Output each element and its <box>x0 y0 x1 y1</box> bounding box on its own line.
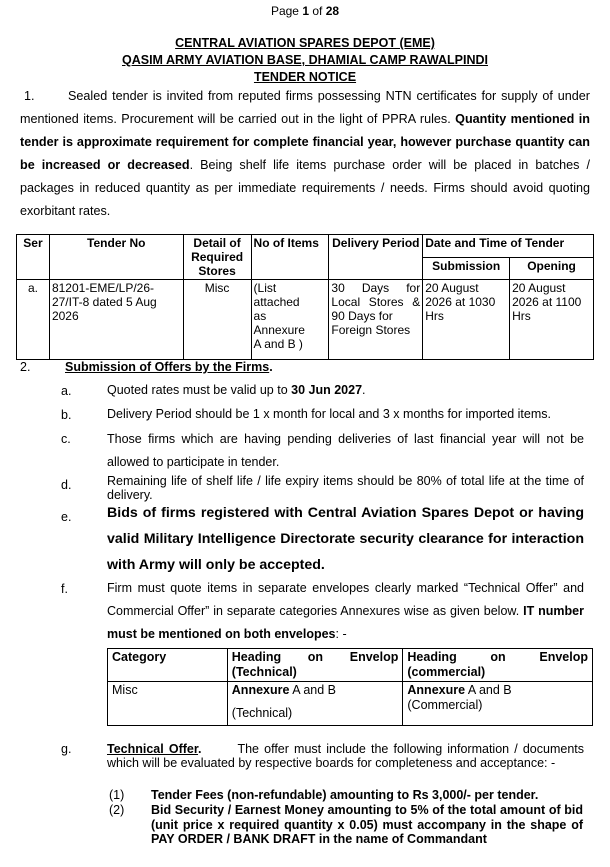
item-a-letter: a. <box>61 384 72 398</box>
cell-technical: Annexure A and B (Technical) <box>227 682 403 726</box>
cell-tender-no: 81201-EME/LP/26-27/IT-8 dated 5 Aug 2026 <box>49 280 183 360</box>
paragraph-1: 1. Sealed tender is invited from reputed firms possessing NTN certificates for supply of under mentioned items. Procurement will be carried out in the light of PPRA rules. Quantity mentioned in tender is approximate requirement for complete financial year, however purchase quantity can be increased or decreased. Being shelf life items purchase order will be placed in batches / packages in reduced quantity as per immediate requirements / needs. Firms should avoid quoting exorbitant rates. <box>20 89 591 218</box>
page-number: Page 1 of 28 <box>270 4 340 18</box>
technical-offer-text: Technical Offer. The offer must include the following information / documents which will be evaluated by respective boards for completeness and acceptance: - <box>107 742 584 770</box>
item-f-letter: f. <box>61 582 68 596</box>
tender-table <box>16 234 594 360</box>
table-row <box>17 280 594 360</box>
cell-commercial: Annexure A and B (Commercial) <box>403 682 593 726</box>
table-row <box>108 682 593 726</box>
item-f-text: Firm must quote items in separate envelopes clearly marked “Technical Offer” and Commercial Offer” in separate categories Annexures wise as given below. IT number must be mentioned on both envelopes: - <box>107 581 584 641</box>
item-b-text: Delivery Period should be 1 x month for local and 3 x months for imported items. <box>107 407 551 421</box>
cell-submission: 20 August 2026 at 1030 Hrs <box>423 280 510 360</box>
cell-delivery: 30 Days for Local Stores & 90 Days for Foreign Stores <box>329 280 423 360</box>
section-2-heading: Submission of Offers by the Firms. <box>65 360 273 374</box>
header-detail: Detail of Required Stores <box>183 235 251 280</box>
title-base: QASIM ARMY AVIATION BASE, DHAMIAL CAMP RAWALPINDI <box>122 53 488 67</box>
item-c-text: Those firms which are having pending deliveries of last financial year will not be allowed to participate in tender. <box>107 432 584 469</box>
cell-detail: Misc <box>183 280 251 360</box>
header-technical: Heading on Envelop (Technical) <box>227 649 403 682</box>
header-no-items: No of Items <box>251 235 329 280</box>
item-c-letter: c. <box>61 432 71 446</box>
cell-opening: 20 August 2026 at 1100 Hrs <box>510 280 594 360</box>
header-commercial: Heading on Envelop (commercial) <box>403 649 593 682</box>
title-notice: TENDER NOTICE <box>253 70 357 84</box>
point-2-text: Bid Security / Earnest Money amounting to 5% of the total amount of bid (unit price x required quantity x 0.05) must accompany in the shape of PAY ORDER / BANK DRAFT in the name of Commandant <box>151 803 583 846</box>
title-depot: CENTRAL AVIATION SPARES DEPOT (EME) <box>175 36 435 50</box>
header-submission: Submission <box>423 257 510 280</box>
item-g-letter: g. <box>61 742 72 756</box>
header-opening: Opening <box>510 257 594 280</box>
cell-no-items: (List attached as Annexure A and B ) <box>251 280 329 360</box>
cell-category: Misc <box>108 682 228 726</box>
header-date-time: Date and Time of Tender <box>423 235 594 258</box>
header-category: Category <box>108 649 228 682</box>
envelope-table <box>107 648 593 726</box>
item-e-text: Bids of firms registered with Central Aviation Spares Depot or having valid Military Intelligence Directorate security clearance for interaction with Army will only be accepted. <box>107 505 584 573</box>
item-d-text: Remaining life of shelf life / life expiry items should be 80% of total life at the time of delivery. <box>107 474 584 502</box>
header-ser: Ser <box>17 235 50 280</box>
point-1-text: Tender Fees (non-refundable) amounting to Rs 3,000/- per tender. <box>151 788 539 802</box>
header-tender-no: Tender No <box>49 235 183 280</box>
point-1-number: (1) <box>109 788 125 802</box>
section-2-number: 2. <box>20 360 31 374</box>
item-d-letter: d. <box>61 478 72 492</box>
point-2-number: (2) <box>109 803 125 817</box>
header-delivery: Delivery Period <box>329 235 423 280</box>
cell-ser: a. <box>17 280 50 360</box>
item-e-letter: e. <box>61 510 72 524</box>
item-b-letter: b. <box>61 408 72 422</box>
item-a-text: Quoted rates must be valid up to 30 Jun 2027. <box>107 383 366 397</box>
